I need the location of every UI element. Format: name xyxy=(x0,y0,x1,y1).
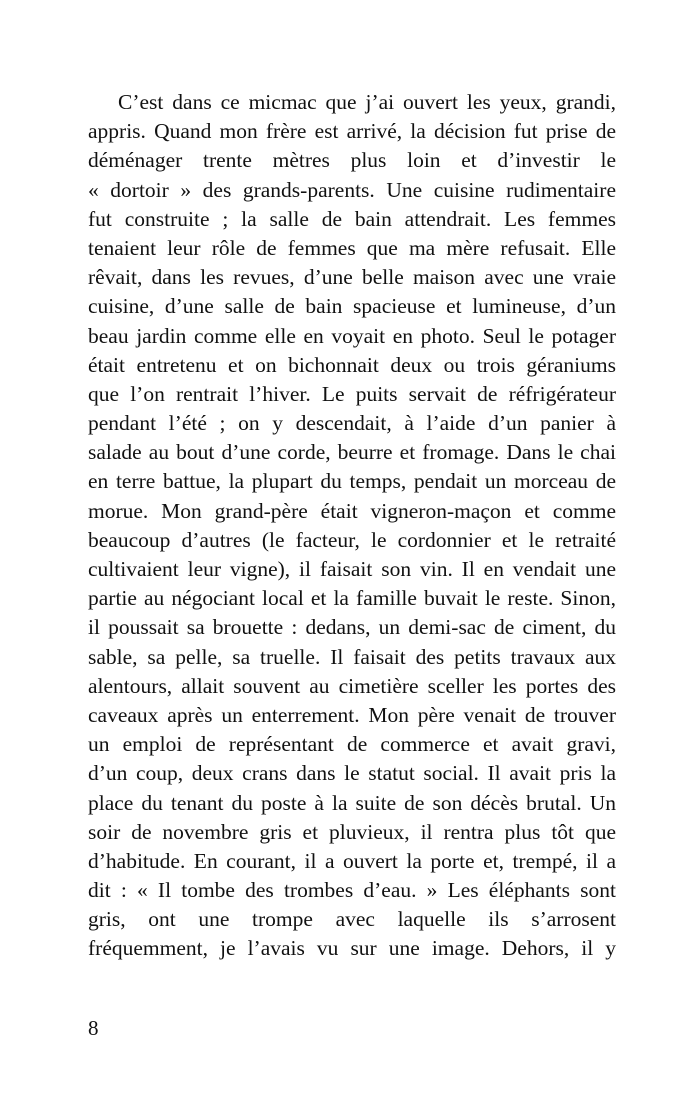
text-line: cuisine, d’une salle de bain spacieuse et lumineuse, d’un xyxy=(88,294,616,319)
text-line: fut construite ; la salle de bain attendrait. Les femmes xyxy=(88,206,616,231)
text-line: gris, ont une trompe avec laquelle ils s’arrosent xyxy=(88,907,616,932)
page-number: 8 xyxy=(88,1016,99,1040)
text-line: rêvait, dans les revues, d’une belle maison avec une vraie xyxy=(88,265,616,290)
text-line: pendant l’été ; on y descendait, à l’aide d’un panier à xyxy=(88,411,616,436)
text-line: d’habitude. En courant, il a ouvert la porte et, trempé, il a xyxy=(88,848,616,873)
text-line: soir de novembre gris et pluvieux, il rentra plus tôt que xyxy=(88,819,616,844)
text-line: que l’on rentrait l’hiver. Le puits servait de réfrigérateur xyxy=(88,381,616,406)
body-paragraph xyxy=(88,88,616,964)
text-line: partie au négociant local et la famille buvait le reste. Sinon, xyxy=(88,586,616,611)
text-line: fréquemment, je l’avais vu sur une image. Dehors, il y xyxy=(88,936,616,961)
text-line: « dortoir » des grands-parents. Une cuisine rudimentaire xyxy=(88,177,616,202)
text-line: place du tenant du poste à la suite de son décès brutal. Un xyxy=(88,790,616,815)
text-line: en terre battue, la plupart du temps, pendait un morceau de xyxy=(88,469,616,494)
text-line: d’un coup, deux crans dans le statut social. Il avait pris la xyxy=(88,761,616,786)
text-line: un emploi de représentant de commerce et avait gravi, xyxy=(88,732,616,757)
text-line: appris. Quand mon frère est arrivé, la décision fut prise de xyxy=(88,119,616,144)
text-line: était entretenu et on bichonnait deux ou trois géraniums xyxy=(88,352,616,377)
text-line: cultivaient leur vigne), il faisait son vin. Il en vendait une xyxy=(88,557,616,581)
text-line: beaucoup d’autres (le facteur, le cordonnier et le retraité xyxy=(88,527,616,552)
text-line: tenaient leur rôle de femmes que ma mère refusait. Elle xyxy=(88,235,616,260)
text-line: dit : « Il tombe des trombes d’eau. » Les éléphants sont xyxy=(88,878,616,903)
text-line: morue. Mon grand-père était vigneron-maçon et comme xyxy=(88,498,616,523)
text-line: alentours, allait souvent au cimetière sceller les portes des xyxy=(88,673,616,698)
text-line: C’est dans ce micmac que j’ai ouvert les yeux, grandi, xyxy=(118,90,616,114)
text-line: beau jardin comme elle en voyait en photo. Seul le potager xyxy=(88,323,616,348)
text-line: il poussait sa brouette : dedans, un demi-sac de ciment, du xyxy=(88,615,616,640)
text-line: sable, sa pelle, sa truelle. Il faisait des petits travaux aux xyxy=(88,644,616,669)
text-line: salade au bout d’une corde, beurre et fromage. Dans le chai xyxy=(88,440,616,465)
text-line: caveaux après un enterrement. Mon père venait de trouver xyxy=(88,702,616,727)
text-line: déménager trente mètres plus loin et d’investir le xyxy=(88,148,616,173)
